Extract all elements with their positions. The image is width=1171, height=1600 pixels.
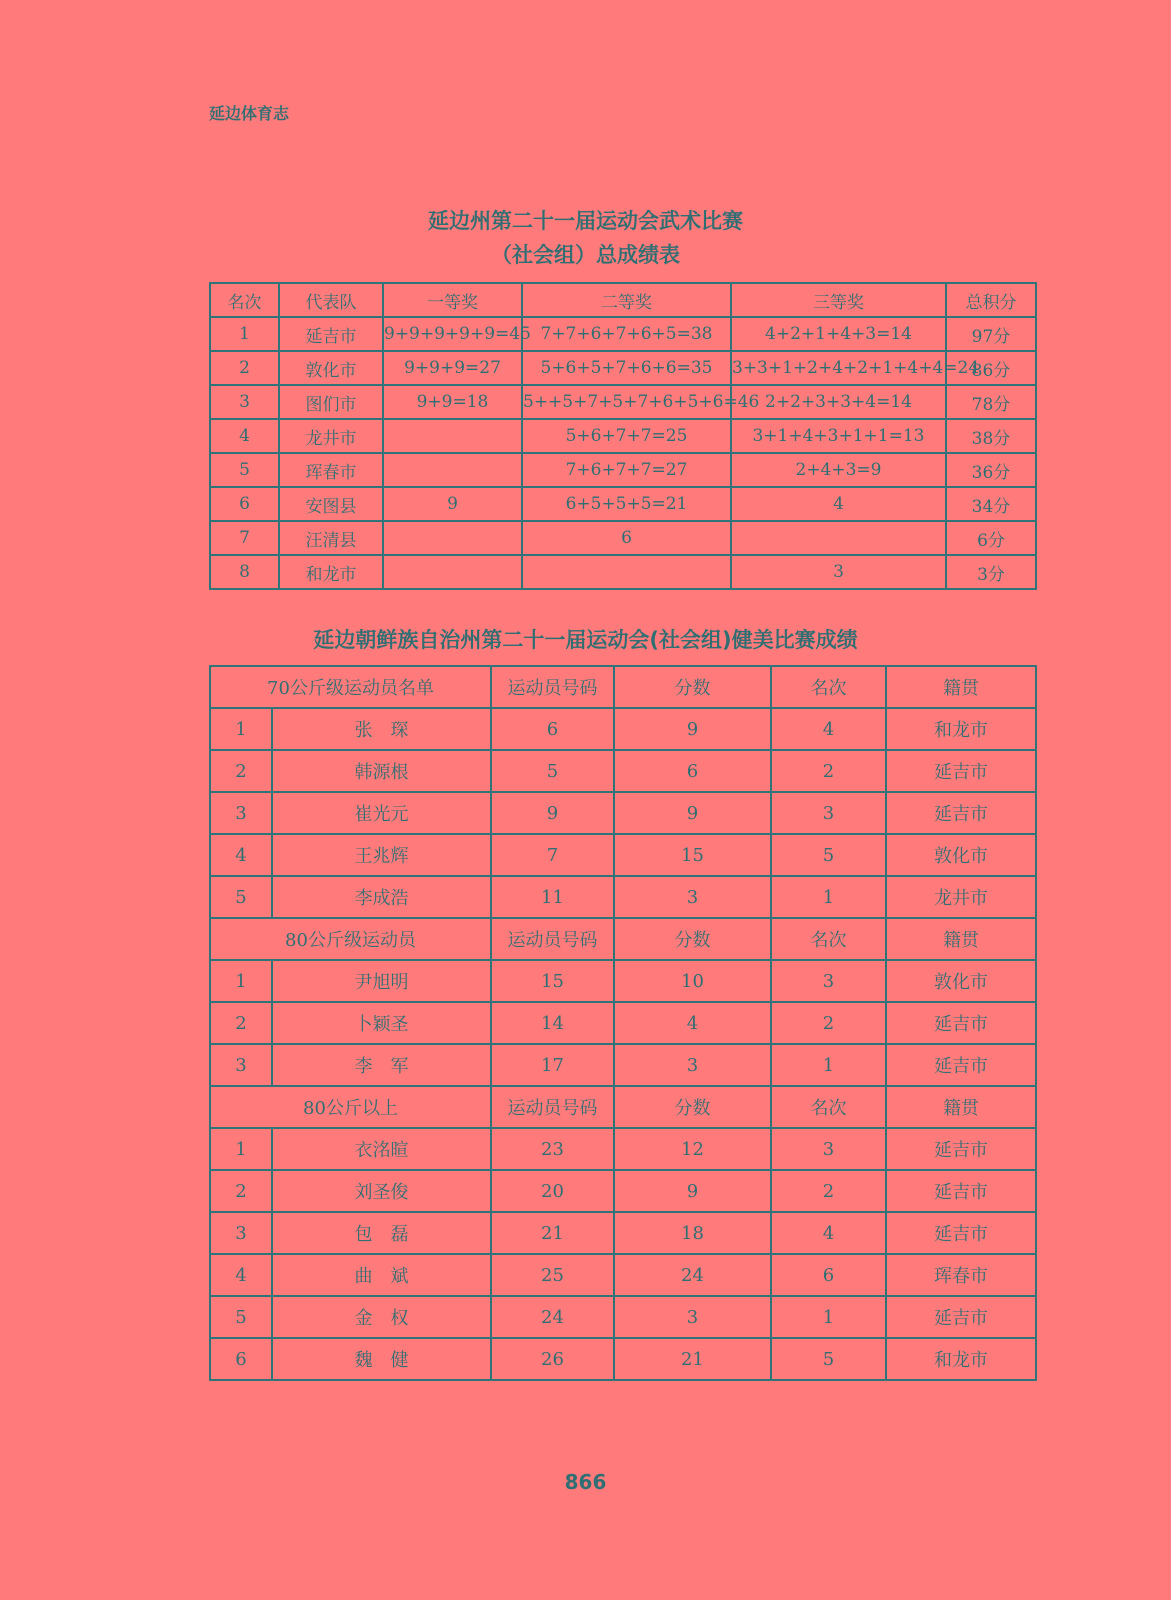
table-cell: 5 [210,876,272,918]
table-cell: 1 [771,1296,886,1338]
table-cell: 刘圣俊 [272,1170,491,1212]
table-cell: 1 [210,1128,272,1170]
table-cell: 6 [210,1338,272,1380]
table-row [210,453,1036,487]
table-cell: 韩源根 [272,750,491,792]
column-header: 名次 [771,1086,886,1128]
group-header-row [210,1086,1036,1128]
table-cell: 6 [210,487,279,521]
table-cell: 24 [491,1296,614,1338]
table-cell: 延吉市 [886,792,1036,834]
table-cell: 5 [771,834,886,876]
wushu-title [0,204,1171,272]
table-cell: 魏 健 [272,1338,491,1380]
table-cell: 李 军 [272,1044,491,1086]
column-header: 代表队 [279,283,383,317]
table-row [210,834,1036,876]
table-cell: 4 [731,487,946,521]
weight-class-label: 80公斤以上 [210,1086,491,1128]
page-number: 866 [564,1470,607,1494]
table-cell: 36分 [946,453,1036,487]
table-cell: 尹旭明 [272,960,491,1002]
table-cell: 曲 斌 [272,1254,491,1296]
column-header: 一等奖 [383,283,522,317]
table-cell: 1 [771,876,886,918]
table-cell [522,555,731,589]
table-cell: 3分 [946,555,1036,589]
table-cell: 和龙市 [279,555,383,589]
table-cell: 12 [614,1128,771,1170]
table-cell: 1 [210,317,279,351]
table-cell: 23 [491,1128,614,1170]
table-cell: 21 [491,1212,614,1254]
table-cell: 6+5+5+5=21 [522,487,731,521]
table-row [210,385,1036,419]
table-cell: 3 [614,1296,771,1338]
table-cell: 4 [210,419,279,453]
table-cell: 张 琛 [272,708,491,750]
table-cell: 延吉市 [886,1002,1036,1044]
table-cell: 15 [614,834,771,876]
table-cell [731,521,946,555]
table-cell: 7+7+6+7+6+5=38 [522,317,731,351]
table-cell: 86分 [946,351,1036,385]
table-row [210,419,1036,453]
table-cell: 3+1+4+3+1+1=13 [731,419,946,453]
running-header: 延边体育志 [209,104,290,123]
table-row [210,555,1036,589]
table-cell: 21 [614,1338,771,1380]
table-cell: 4+2+1+4+3=14 [731,317,946,351]
table-row [210,750,1036,792]
table-cell: 6分 [946,521,1036,555]
table-cell: 34分 [946,487,1036,521]
table-cell: 3 [210,792,272,834]
table-cell: 6 [771,1254,886,1296]
wushu-results-table [209,282,1037,590]
table-cell: 8 [210,555,279,589]
column-header: 运动员号码 [491,1086,614,1128]
table-cell: 2 [771,1002,886,1044]
column-header: 名次 [210,283,279,317]
table-cell: 2+4+3=9 [731,453,946,487]
column-header: 运动员号码 [491,918,614,960]
table-cell: 20 [491,1170,614,1212]
table-cell: 4 [771,708,886,750]
table-cell: 延吉市 [886,1296,1036,1338]
column-header: 籍贯 [886,666,1036,708]
table-cell: 延吉市 [886,1044,1036,1086]
table-cell: 26 [491,1338,614,1380]
table-cell: 延吉市 [886,1128,1036,1170]
table-cell: 李成浩 [272,876,491,918]
table-header-row [210,283,1036,317]
table-cell: 1 [210,708,272,750]
table-cell: 和龙市 [886,1338,1036,1380]
table-cell: 3 [731,555,946,589]
weight-class-label: 80公斤级运动员 [210,918,491,960]
table-cell: 珲春市 [279,453,383,487]
table-cell: 3 [771,960,886,1002]
table-cell: 5++5+7+5+7+6+5+6=46 [522,385,731,419]
table-cell: 38分 [946,419,1036,453]
table-cell: 6 [522,521,731,555]
table-cell: 9 [614,792,771,834]
table-cell: 图们市 [279,385,383,419]
table-cell: 25 [491,1254,614,1296]
table-cell: 3 [210,1212,272,1254]
table-cell: 崔光元 [272,792,491,834]
column-header: 二等奖 [522,283,731,317]
table-row [210,708,1036,750]
column-header: 三等奖 [731,283,946,317]
table-cell: 18 [614,1212,771,1254]
table-cell: 卜颖圣 [272,1002,491,1044]
table-cell: 3+3+1+2+4+2+1+4+4=24 [731,351,946,385]
column-header: 分数 [614,666,771,708]
table-cell: 9+9+9=27 [383,351,522,385]
table-cell: 3 [210,1044,272,1086]
table-cell [383,521,522,555]
table-cell: 2 [210,1002,272,1044]
bodybuilding-title: 延边朝鲜族自治州第二十一届运动会(社会组)健美比赛成绩 [313,628,858,652]
table-cell: 10 [614,960,771,1002]
table-cell: 9 [383,487,522,521]
table-cell: 9+9=18 [383,385,522,419]
table-cell: 2+2+3+3+4=14 [731,385,946,419]
table-cell: 延吉市 [886,1170,1036,1212]
table-cell: 包 磊 [272,1212,491,1254]
table-cell: 敦化市 [886,834,1036,876]
table-cell: 7 [210,521,279,555]
table-cell: 4 [771,1212,886,1254]
table-cell: 15 [491,960,614,1002]
table-cell: 5 [210,1296,272,1338]
table-cell: 龙井市 [886,876,1036,918]
table-row [210,487,1036,521]
table-row [210,1170,1036,1212]
table-cell: 24 [614,1254,771,1296]
table-cell: 汪清县 [279,521,383,555]
group-header-row [210,666,1036,708]
column-header: 名次 [771,918,886,960]
table-cell: 9+9+9+9+9=45 [383,317,522,351]
table-row [210,317,1036,351]
column-header: 分数 [614,1086,771,1128]
table-cell: 5 [210,453,279,487]
table-cell: 4 [614,1002,771,1044]
table-cell: 3 [614,876,771,918]
table-cell: 7 [491,834,614,876]
table-cell: 衣洺暄 [272,1128,491,1170]
wushu-title-line2: （社会组）总成绩表 [491,243,680,267]
table-cell: 龙井市 [279,419,383,453]
wushu-title-line1: 延边州第二十一届运动会武术比赛 [428,209,743,233]
table-cell: 敦化市 [279,351,383,385]
table-row [210,1002,1036,1044]
table-cell: 延吉市 [279,317,383,351]
table-row [210,1128,1036,1170]
column-header: 分数 [614,918,771,960]
table-cell: 3 [210,385,279,419]
table-row [210,1044,1036,1086]
table-cell: 11 [491,876,614,918]
table-cell [383,555,522,589]
table-cell: 2 [210,1170,272,1212]
table-cell: 1 [210,960,272,1002]
table-row [210,792,1036,834]
table-cell: 9 [614,708,771,750]
table-cell: 17 [491,1044,614,1086]
table-cell: 3 [614,1044,771,1086]
table-row [210,1296,1036,1338]
table-row [210,1212,1036,1254]
table-cell: 6 [491,708,614,750]
table-cell: 2 [771,750,886,792]
table-cell: 延吉市 [886,750,1036,792]
table-row [210,1338,1036,1380]
table-cell: 和龙市 [886,708,1036,750]
table-cell: 4 [210,834,272,876]
table-row [210,521,1036,555]
table-cell: 97分 [946,317,1036,351]
column-header: 名次 [771,666,886,708]
column-header: 籍贯 [886,918,1036,960]
table-cell [383,419,522,453]
table-cell: 5 [491,750,614,792]
table-cell: 珲春市 [886,1254,1036,1296]
table-cell: 5 [771,1338,886,1380]
table-cell: 2 [210,351,279,385]
table-row [210,960,1036,1002]
group-header-row [210,918,1036,960]
table-row [210,351,1036,385]
table-cell: 王兆辉 [272,834,491,876]
table-cell: 9 [614,1170,771,1212]
table-cell: 3 [771,1128,886,1170]
table-cell: 金 权 [272,1296,491,1338]
table-cell: 3 [771,792,886,834]
table-cell: 7+6+7+7=27 [522,453,731,487]
column-header: 运动员号码 [491,666,614,708]
bodybuilding-results-table [209,665,1037,1381]
table-cell: 安图县 [279,487,383,521]
table-cell: 78分 [946,385,1036,419]
table-cell: 2 [210,750,272,792]
table-cell: 5+6+5+7+6+6=35 [522,351,731,385]
table-row [210,1254,1036,1296]
table-row [210,876,1036,918]
table-cell: 6 [614,750,771,792]
table-cell: 2 [771,1170,886,1212]
table-cell: 敦化市 [886,960,1036,1002]
table-cell [383,453,522,487]
table-cell: 1 [771,1044,886,1086]
table-cell: 5+6+7+7=25 [522,419,731,453]
table-cell: 4 [210,1254,272,1296]
table-cell: 9 [491,792,614,834]
table-cell: 14 [491,1002,614,1044]
table-cell: 延吉市 [886,1212,1036,1254]
weight-class-label: 70公斤级运动员名单 [210,666,491,708]
column-header: 总积分 [946,283,1036,317]
column-header: 籍贯 [886,1086,1036,1128]
